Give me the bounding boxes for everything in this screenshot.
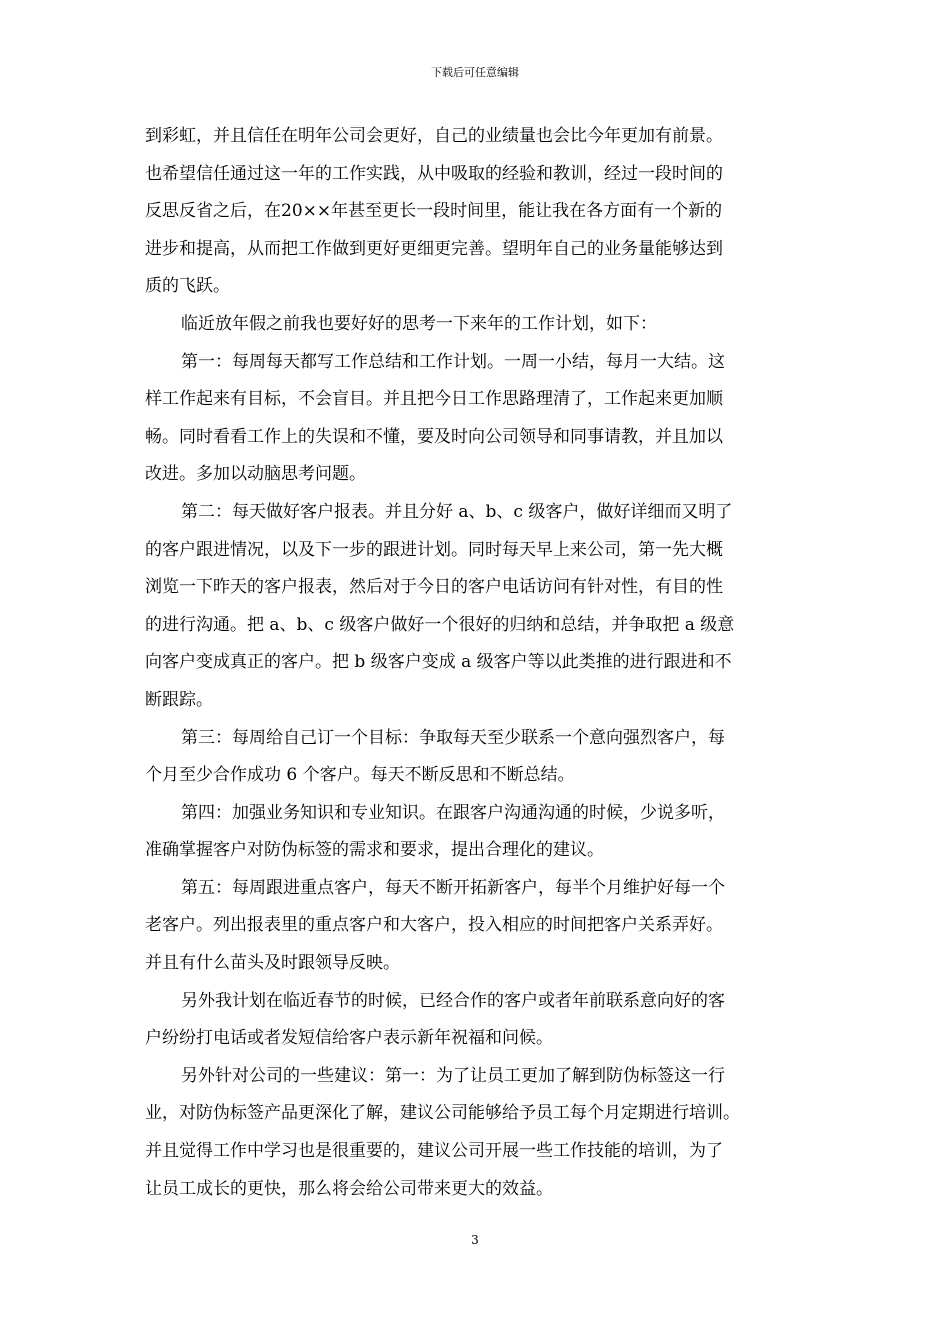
- text-line: 老客户。列出报表里的重点客户和大客户，投入相应的时间把客户关系弄好。: [145, 915, 723, 936]
- text-line: 进步和提高，从而把工作做到更好更细更完善。望明年自己的业务量能够达到: [145, 238, 723, 259]
- text-line: 户纷纷打电话或者发短信给客户表示新年祝福和问候。: [145, 1028, 553, 1049]
- page-number: 3: [471, 1233, 479, 1247]
- text-line: 质的飞跃。: [145, 276, 230, 297]
- text-line: 业，对防伪标签产品更深化了解，建议公司能够给予员工每个月定期进行培训。: [145, 1103, 740, 1124]
- text-line: 反思反省之后，在20××年甚至更长一段时间里，能让我在各方面有一个新的: [145, 201, 723, 222]
- text-line: 样工作起来有目标，不会盲目。并且把今日工作思路理清了，工作起来更加顺: [145, 389, 723, 410]
- text-line: 并且觉得工作中学习也是很重要的，建议公司开展一些工作技能的培训，为了: [145, 1141, 723, 1162]
- text-line: 并且有什么苗头及时跟领导反映。: [145, 953, 400, 974]
- text-line: 改进。多加以动脑思考问题。: [145, 464, 366, 485]
- text-line: 向客户变成真正的客户。把 b 级客户变成 a 级客户等以此类推的进行跟进和不: [145, 652, 732, 673]
- text-line: 第三：每周给自己订一个目标：争取每天至少联系一个意向强烈客户，每: [181, 727, 725, 748]
- text-line: 第一：每周每天都写工作总结和工作计划。一周一小结，每月一大结。这: [181, 351, 725, 372]
- page-header: 下载后可任意编辑: [431, 66, 519, 79]
- text-line: 另外我计划在临近春节的时候，已经合作的客户或者年前联系意向好的客: [181, 990, 725, 1011]
- text-line: 临近放年假之前我也要好好的思考一下来年的工作计划，如下：: [181, 313, 657, 334]
- text-line: 到彩虹，并且信任在明年公司会更好，自己的业绩量也会比今年更加有前景。: [145, 126, 723, 146]
- text-line: 第五：每周跟进重点客户，每天不断开拓新客户，每半个月维护好每一个: [181, 877, 725, 898]
- text-line: 断跟踪。: [145, 689, 213, 710]
- text-line: 畅。同时看看工作上的失误和不懂，要及时向公司领导和同事请教，并且加以: [145, 426, 723, 447]
- text-line: 浏览一下昨天的客户报表，然后对于今日的客户电话访问有针对性，有目的性: [145, 577, 723, 598]
- text-line: 另外针对公司的一些建议：第一：为了让员工更加了解到防伪标签这一行: [181, 1065, 725, 1086]
- text-line: 让员工成长的更快，那么将会给公司带来更大的效益。: [145, 1178, 553, 1199]
- text-line: 第四：加强业务知识和专业知识。在跟客户沟通沟通的时候，少说多听，: [181, 802, 725, 823]
- text-line: 也希望信任通过这一年的工作实践，从中吸取的经验和教训，经过一段时间的: [145, 163, 723, 184]
- document-body: [145, 118, 813, 1208]
- text-line: 的客户跟进情况，以及下一步的跟进计划。同时每天早上来公司，第一先大概: [145, 539, 723, 560]
- text-line: 第二：每天做好客户报表。并且分好 a、b、c 级客户，做好详细而又明了: [181, 501, 733, 522]
- text-line: 的进行沟通。把 a、b、c 级客户做好一个很好的归纳和总结，并争取把 a 级意: [145, 614, 735, 635]
- text-line: 准确掌握客户对防伪标签的需求和要求，提出合理化的建议。: [145, 840, 604, 861]
- text-line: 个月至少合作成功 6 个客户。每天不断反思和不断总结。: [145, 765, 575, 786]
